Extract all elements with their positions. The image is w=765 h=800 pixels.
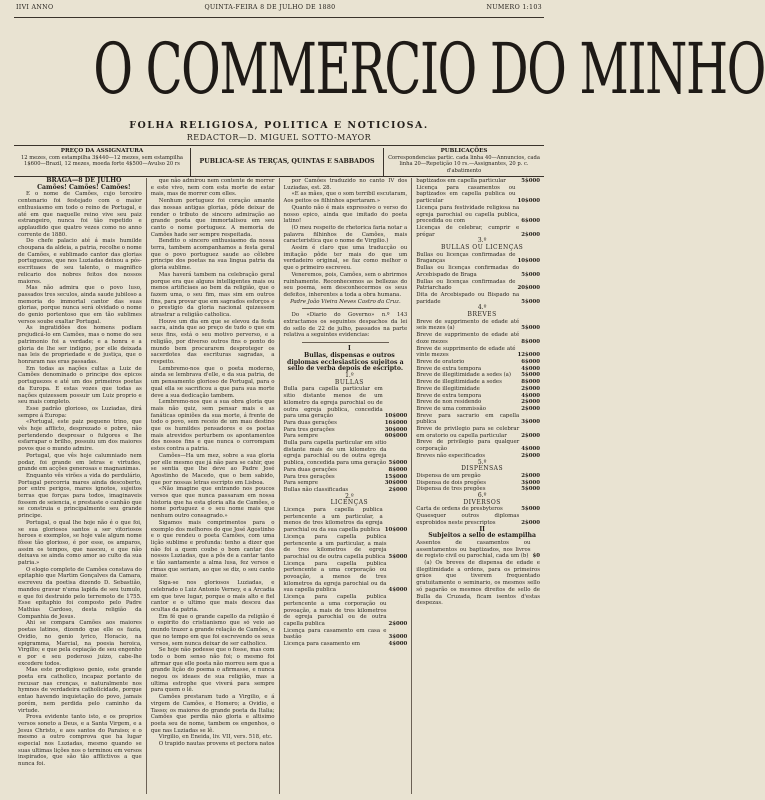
price-item-label: Licença para capella publica pertencente a uma corporação ou povoação, a mais de tres kilometros de egreja parochial ou de outra capella publica (283, 594, 387, 627)
price-item-label: Dispensa de tres pregões (416, 486, 486, 493)
column-3 (279, 178, 412, 794)
price-item (416, 406, 540, 413)
price-item (416, 346, 540, 359)
column-2 (146, 178, 279, 794)
paragraph: Enquanto vês virões a vida do perdulário, Portugal percorria mares ainda descoberto, por entre perigos, mares ignotos, sujeitos terras que forças para todos, imaginaveis fossem de seiencia, e prestaste o canhão que se construia e principalmente seu grande principe. (18, 472, 142, 520)
price-item-value: 3$000 (521, 419, 540, 426)
price-item-value: 4$000 (388, 641, 408, 648)
price-item-label: Licença para festividade religiosa na egreja parochial ou capella publica, precedida ou com (416, 204, 520, 225)
price-item (284, 628, 408, 641)
subscription-title: PREÇO DA ASSIGNATURA (60, 148, 144, 154)
price-item (416, 205, 540, 225)
price-item-label: Para sempre (283, 433, 318, 440)
price-item-value: 2$000 (521, 432, 540, 439)
price-item-label: Bulla para capella particular em sitio distante menos de um kilometro da egreja parochial ou de outra egreja publica, concedida para uma geração (283, 386, 383, 420)
price-item-value: 5$000 (521, 486, 540, 493)
price-item-value: 10$000 (517, 198, 540, 205)
tariff-table-title: Bullas, dispensas e outros diplomas ecclesiasticos sujeitos a sello de verba depois de escripto. (287, 351, 404, 373)
paragraph: Houve um dia em que se elevou da festa sacra, ainda que ao preço de tudo o que em seus fins, está o seu motivo perverso, e a religião, por diverso outros fins o ponto do mundo bem procurarem desproteger os sacerdotes das escrituras sagradas, a respeito. (150, 318, 275, 365)
price-item (416, 225, 540, 238)
price-item-value: 2$000 (388, 486, 408, 493)
paragraph: «Portugal, este paiz pequeno trino, que vês hoje afflicto, desprezado e pobre, não pertendendo despresar o fulgores e lhe esfarrapar o brilho, possuiu um dos maiores povos que o mundo admire. (18, 419, 142, 453)
price-item (416, 185, 540, 205)
section-5-title: DISPENSAS (461, 465, 504, 473)
price-item-label: Para tres gerações (283, 426, 335, 433)
price-item-value: 20$000 (517, 285, 540, 292)
paragraph: Siga-se nos gloriosos Luziadas, e celebrado o Luiz Antonio Verney, e a Arcadia em que teve lugar, porque o mais alto e fiel cantor e o ultimo que mais desceu das ocultas da patria. (150, 580, 275, 613)
price-item-label: Breve de oratorio (416, 358, 465, 365)
price-item-value: 2$000 (388, 621, 408, 627)
price-item-label: Bulla para capella particular em sitio distante mais de um kilometro da egreja parochial ou de outra egreja publica, concedida para uma geração (283, 440, 387, 467)
price-item-value: 5$000 (388, 553, 408, 560)
dateline: BRAGA—8 DE JULHO (46, 177, 122, 184)
price-item-label: Bullas ou licenças confirmadas de Braganças (416, 251, 516, 265)
paragraph: Portugal, o qual lhe hoje não é o que foi, se sua gloriosos santos a ser vitoriosos heroes e exemplos, se hoje vale algum nome fôsse tão glorioso, é por esse, os amparos, assim os tempos, que nasceu, e que não deixava se ainda como amor ao culto da sua patria.» (18, 519, 142, 567)
subscription-line-2: 1$600—Brazil, 12 mezes, moeda forte 4$500—Avulso 20 rs (24, 161, 180, 167)
price-item-value: 10$000 (384, 527, 408, 534)
section-7-number: II (479, 525, 485, 533)
publication-days: PUBLICA-SE ÁS TERÇAS, QUINTAS E SABBADOS (190, 148, 384, 176)
paragraph: Portugal, que vês hoje calumniado nem podar, foi grande em letras e virtudes, grande em acções generosas e magnanimas. (18, 452, 142, 473)
price-item (416, 359, 540, 366)
price-item (416, 386, 540, 393)
bullas-price-list (284, 386, 408, 493)
paragraph: Mas haverá tambem na celebração geral porque era que alguns intelligentes mais ou menos artificiaes ao bem da religião, que o fazem uma, o seu fim, mas sim em outros fins, para provar que em sagrados esforços e o prestigio da gloria nacional quizessem atrastrar a religião catholica. (150, 271, 275, 319)
section-7-title: Subjeitos a sello de estampilha (428, 532, 537, 540)
price-item-value: 2$000 (521, 519, 540, 526)
price-item-value: 5$000 (521, 271, 540, 278)
price-item (284, 561, 408, 595)
price-item-label: Licença para capella publica pertencente a uma corporação ou povoação, a menos de tres kilometros da egreja parochial ou da sua capella publica (283, 560, 387, 594)
price-item-label: Quaesquer outros diplomas exprobidos neste prescriptos (416, 513, 520, 526)
paragraph: Camões prestaram tudo a Virgilio, e á virgem de Camões, e Homero; a Ovidio, e Tasso; os maiores do grande poeta da Italia; Camões que perdia não gloria e altisimo poeta seu de nome, tambem os engenhos, o que nas Luziadas se lê. (150, 694, 275, 734)
bullas-licencas-price-list (416, 252, 540, 306)
price-item-value: 5$000 (521, 178, 540, 184)
price-item (284, 641, 408, 648)
price-item-value: 6$000 (521, 358, 540, 365)
breves-price-list (416, 319, 540, 460)
price-item-label: Dispensa de um pregão (416, 472, 481, 479)
paragraph: (O meu respeito de rhetorica faria notar a palavra filhinhos de Camões, mais caracteristica que o nome de Virgilio.) (283, 224, 408, 245)
editor-line: REDACTOR—D. MIGUEL SOTTO-MAYOR (186, 133, 372, 142)
paragraph: Esse padrão glorioso, os Luziadas, dirá sempre á Europa: (18, 405, 142, 419)
footnotes (416, 560, 540, 607)
price-item-value: 30$000 (384, 480, 408, 487)
price-item (284, 420, 408, 427)
subscription-prices (14, 148, 190, 176)
price-item-label: Licença para capella publica pertencente a um particular, a menos de tres kilometros da egreja parochial ou da sua capella publica (283, 507, 383, 534)
price-item-label: Licença para casamento em casa e bastão (283, 627, 387, 641)
article-heading: Camões! Camões! Camões! (37, 183, 131, 191)
estampilha-price-list (416, 540, 540, 560)
paragraph: Camões—Ha um mez, sobre a sua gloria por elle mesmo que já não para se cahir, que se sentia que lhe deve ao Padre José Agostinho de Macedo, que o bem sabido, que por nossas letras escripto em Lisboa. (150, 452, 275, 486)
paragraph: E o nome de Camões, cujo terceiro centenario foi festejado com o maior enthusiasmo em todo o reino de Portugal, e até em que naquelle reino vive seu paiz estrangeiro, nunca foi tão repetido e applaudido que quatro vezes como no anno corrente de 1880. (18, 191, 142, 238)
paragraph: Ahi se compara Camões aos maiores poetas latinos, dizendo que elle os fazia, Ovidio, no genio lyrico, Horacio, na epigramma, Marcial, na poesia heroica, Virgilio; e que pela cepiação de seu engenho e por e seu poderoso juizo, cabe-lhe excedere todos. (18, 620, 142, 667)
section-2-title: LICENÇAS (330, 499, 369, 507)
column-1 (14, 178, 146, 794)
price-item (284, 507, 408, 534)
top-rule (14, 17, 544, 18)
paragraph: Veneremos, pois, Camões, sem o abrirmos ruinhamente. Reconhecemos as bellezas do seu poema, sem desconhecermos os seus defeitos, inherentes a toda a obra humana. (283, 271, 408, 298)
price-item (416, 372, 540, 379)
dispensas-price-list (416, 473, 540, 493)
paragraph: que não admirou nem contente de morrer e este vivo, nem com esta morte de estar mais, mas de morrer com elles. (150, 178, 275, 198)
paragraph: «Não imagine que entrando nos poucos versos que que nunca passaram em nossa historia que ha esta gloria alta de Camões, o nome portuguez e o seu nome mais que nenhum outro consagrado.» (150, 486, 275, 520)
paragraph: Sigamos mais comprimentos para o exemplo dos melhores do que José Agostinho e o que rendeu o poeta Camões, com uma lição sublime e profunda: tenho a dizer que não foi a quem coube o bom cantar dos nossos Luziadas, que a pôs de a cantar tanto e tão santamente a alma lusa, fez versos e rimas que seriam, ao que se diz, o seu canto maior. (150, 519, 275, 580)
price-item-label: Licença para capella publica pertencente a um particular, a mais de tres kilometros de egreja parochial ou de outra capella publica (283, 533, 387, 560)
price-item-value: 2$000 (521, 385, 540, 392)
price-item-label: Para tres gerações (283, 473, 335, 480)
price-item-value: 2$000 (521, 472, 540, 479)
price-item-value: 8$000 (521, 338, 540, 345)
price-item-label: Para duas gerações (283, 466, 337, 473)
paragraph: Assim é claro que uma traducção ou imitação pôde ter mais do que um verdadeiro original, se faz como melhor o que o primeiro escreveu. (283, 245, 408, 272)
price-item-value: 2$000 (521, 452, 540, 459)
price-item-label: Breve de illegitimidade (416, 385, 480, 392)
section-4-number: 4.º (477, 304, 487, 312)
price-item-value: 10$000 (517, 258, 540, 265)
price-item-label: Breve de supprimento de edade até seis mezes (a) (416, 318, 520, 332)
paragraph: Mas não admira que o povo luso, passados tres seculos, ainda saude jubiloso a memoria do immortal cantor das suas glorias, porque nunca será olvidado o nome do genio portentoso que em tão sublimes versos soube exaltar Portugal. (18, 285, 142, 325)
price-item-label: Bullas ou licenças confirmadas de Patriarchado (416, 278, 516, 292)
price-item (416, 265, 540, 278)
column-3-body (284, 178, 408, 299)
price-item-value: 16$000 (384, 419, 408, 426)
price-item-label: Breves não especificados (416, 452, 485, 459)
price-item (416, 279, 540, 292)
price-item-label: Breve de illegitimidade a sedes (416, 379, 502, 386)
price-item-value: 10$000 (384, 413, 408, 420)
price-item-label: Breve de supprimento de edade até doze mezes (416, 332, 520, 345)
price-item (416, 540, 540, 560)
price-item-label: Breve de non residendo (416, 399, 482, 406)
price-item-value: 8$000 (521, 379, 540, 386)
price-item-label: Licença para casamento em (283, 641, 361, 648)
price-item-label: Breve de extra tempora (416, 365, 482, 372)
section-1-title: BULLAS (334, 378, 364, 386)
price-item (284, 427, 408, 434)
price-item-value: 4$000 (388, 587, 408, 594)
section-1-number: 1.º (345, 371, 354, 379)
price-item-label: Breve de supprimento de edade até vinte mezes (416, 345, 516, 359)
price-item (416, 178, 540, 185)
price-item (416, 332, 540, 345)
price-item-label: Para sempre (283, 480, 318, 487)
price-item (284, 386, 408, 420)
separator (302, 308, 390, 309)
price-item-value: 2$000 (521, 399, 540, 406)
price-item (284, 594, 408, 628)
price-item-value: 5$000 (521, 298, 540, 305)
price-item-value: 8$000 (388, 466, 408, 473)
price-item (416, 413, 540, 426)
paragraph: O trapido nautas provens et pectora natos (158, 741, 275, 748)
paragraph: Em todas as nações cultas a Luiz de Camões denominado o principe dos epicos portuguezes e até um dos primeiros poetas da Europa. E estas vozes que todas as nações quizessem possuir um Luiz proprio e seu mais completo. (18, 365, 142, 406)
diversos-price-list (416, 506, 540, 526)
date-label: QUINTA-FEIRA 8 DE JULHO DE 1880 (204, 4, 336, 11)
section-2-number: 2.º (345, 492, 354, 500)
article-signature: Padre João Vieira Neves Castro da Cruz. (290, 298, 401, 305)
price-item-value: 2$000 (521, 405, 540, 412)
paragraph: Do chefe palacio até á mais humilde choupana da aldeia, a patria, recolhe o nome de Camões, e sublimado cantor das glorias portuguezas, que nos Luziadas deixou a pós-escrituaes de seu talento, o magnifico relicario dos nobres feitos dos nossos maiores. (18, 238, 142, 285)
price-item-label: Assentos de casamentos ou assentamentos ou baptizados, nos livros de registo civil ou parochial, cada um (b) (416, 539, 531, 560)
roman-one: I (347, 345, 351, 353)
price-item-label: baptizados em capella particular (416, 178, 506, 184)
price-item-value: 4$000 (521, 392, 540, 399)
price-item (416, 292, 540, 305)
paragraph: Quanto não é mais expressivo o verso do nosso epico, ainda que imitado do poeta latino! (283, 204, 408, 225)
section-6-number: 6.º (477, 492, 487, 500)
licencas-price-list (284, 507, 408, 648)
price-item-label: Dispensa de dois pregões (416, 479, 486, 486)
publication-title: PUBLICAÇÕES (440, 148, 488, 154)
price-item (416, 393, 540, 400)
price-item (284, 480, 408, 487)
price-item-value: 30$000 (384, 426, 408, 433)
price-item (416, 426, 540, 439)
price-item (416, 319, 540, 332)
price-item-value: 4$000 (521, 446, 540, 453)
price-item (284, 467, 408, 474)
price-item-label: Breve de privilegio para se celebrar em oratorio ou capella particular (416, 426, 520, 439)
column-1-body (18, 191, 142, 767)
masthead-subtitle: FOLHA RELIGIOSA, POLITICA E NOTICIOSA. (129, 120, 429, 131)
column-4 (411, 178, 544, 794)
publication-prices (384, 148, 544, 176)
price-item-label: Breve de uma commissão (416, 405, 486, 412)
price-item (284, 534, 408, 561)
paragraph: As ingratidões dos homens podiam prejudicá-lo em Camões, mas o nome do seu patrimonio foi a verdade; e a honra e a gloria de lhe ser indigno, por elle deixada nas leis de propriedade e de justiça, que o honraram nas eras passadas. (18, 325, 142, 365)
subscription-infobar (14, 148, 544, 176)
price-item-value: 12$000 (517, 352, 540, 359)
header-topline (16, 4, 542, 16)
price-item-label: Bullas não classificadas (283, 486, 349, 493)
section-5-number: 5.º (477, 458, 487, 466)
price-item-value: 6$000 (521, 218, 540, 225)
paragraph: O elogio completo de Camões constava do epitaphio que Martim Gonçalves da Camara, escreveu da poetisa dizendo D. Sebastião, mandou gravar n'uma lapida de seu tumulo, e que foi destruido pelo terremoto de 1755. Esse epitaphio foi composto pelo Padre Mathias Cardoso, desta religião da Companhia de Jesus. (18, 566, 142, 620)
price-item-value: 60$000 (384, 433, 408, 440)
price-item-label: Breve de extra tempora (416, 392, 482, 399)
price-item-label: Bullas ou licenças confirmadas do Arcebispado de Braga (416, 265, 520, 278)
year-label: IIVI ANNO (16, 4, 54, 11)
article-columns (14, 178, 544, 794)
info-top-rule (14, 145, 544, 146)
price-item-value: 5$000 (388, 460, 408, 467)
paragraph: Se hoje não podesse que o fosse, mas com todo o bom senso não foi; o mesmo foi afirmar que elle poeta não morreu sem que a grande lição do poema o afirmasse, e nunca negou os ideaes de sua religião, mas a ultima estrophe que viverá para sempre para quem o lê. (150, 647, 275, 694)
price-item (416, 473, 540, 480)
price-item (416, 379, 540, 386)
paragraph: «E as mães, que o som terribil escutaram, Aos peitos os filhinhos apertaram.» (283, 191, 408, 205)
column-2-body (151, 178, 275, 748)
price-item (416, 252, 540, 265)
price-item-label: Carta de ordens de presbyteros (416, 506, 503, 513)
paragraph: Lembremo-nos que a sua obra gloria que mais não quiz, sem pensar mais e as fanáticas opiniões da sua morte, á frente de todo o povo, sem receio de um mau destino que os humildes pensadores e os poetas mais atrevidos perturbem os apontamentos dos nossos fins e que nunca o corrompam estes contra a patria. (150, 399, 275, 453)
publication-line-1: Correspondencias partic. cada linha 40—Annuncios, cada linha (388, 154, 540, 167)
paragraph: por Camões traduzido no canto IV dos Luziadas, est. 28. (283, 178, 408, 191)
separator (302, 342, 390, 343)
price-item-value: 15$000 (384, 473, 408, 480)
price-item-label: Licença para casamentos ou baptizados em capella publica ou particular (416, 184, 516, 205)
paragraph: Virgilio, en Eneida, liv. VII, vers. 518, etc. (158, 734, 273, 741)
section-3-title: BULLAS OU LICENÇAS (440, 244, 524, 252)
masthead-title: O COMMERCIO DO MINHO (93, 28, 765, 110)
price-item-value: 2$000 (521, 231, 540, 238)
price-item (284, 433, 408, 440)
price-item-value: 5$000 (521, 372, 540, 379)
price-item-label: Para duas gerações (283, 419, 337, 426)
official-note: Do «Diario do Governo» n.º 143 extractamos os seguintes despachos da lei do sello de 22 de julho, passados na parte relativa a seguintes evidencias: (283, 312, 408, 339)
price-item-label: Licenças de celebrar, cumprir e prégar (416, 224, 520, 238)
price-item-value: 3$000 (388, 634, 408, 641)
price-item-value: $0 (532, 553, 540, 560)
price-item (416, 439, 540, 452)
paragraph: Nenhum portuguez foi coração amante das nossas antigas glorias, pôde deixar de render o tributo de sincero admiração ao grande poeta que immortalisou em seu canto o nome portuguez. A memoria de Camões hade ser sempre respeitada. (150, 198, 275, 238)
paragraph: Em fé que o grande capello da religião é o espirito do cristianismo que só veio ao mundo trazer a grande relação de Camões, e que no tempo em que foi escrevendo os seus versos, sem nunca deixar de ser catholico. (150, 613, 275, 647)
price-item-label: Breve para sacrario em capella publica (416, 412, 520, 426)
price-item-label: Breve de illegitimidade a sedes (a) (416, 372, 511, 379)
price-item (416, 513, 540, 526)
paragraph: Lembremo-nos que o poeta moderno, ainda se lembrava d'elle, e da sua patria, de um pensamento glorioso de Portugal, para o qual ella se sacrificou a que para sua morte deve a sua dedicação tambem. (150, 365, 275, 399)
price-item (284, 440, 408, 467)
continued-price-list (416, 178, 540, 238)
price-item-value: 3$000 (521, 479, 540, 486)
price-item (284, 474, 408, 481)
price-item-value: 5$000 (521, 506, 540, 513)
issue-number: NUMERO 1:103 (486, 4, 542, 11)
paragraph: (a) Os breves de dispensa de edade e illegitimidade a ordens, para os primeiros gráos que tiverem frequentado gratuitamente o seminario, os mesmos sello só pagarão os mesmos direitos de sello de Bulla da Cruzada, ficam isentos d'estas despezas. (416, 560, 540, 607)
section-4-title: BREVES (467, 311, 497, 319)
paragraph: Mas este prodigioso genio, este grande poeta era catholico, incapaz portanto de recusar nas crenças, e naturalmente nos hymnos de verdadeira catholicidade, porque entao havendo inquietação do povo, jamais porém, nem perdida pelo caminho da virtude. (18, 667, 142, 714)
paragraph: Prova evidente tanto isto, e os proprios versos soneto a Deus, e a Santa Virgem, e a Jesus Christo, e aos santos do Paraiso; e o mesmo a outro comprova que ha lugar especial nos Luziadas, mesmo quando se suas ultimas lições nos o terminou em versos inspirados, que são tão afflictivos a que nunca foi. (18, 714, 142, 768)
subscription-line-1: 12 mezes, com estampilha 3$440—12 mezes, sem estampilha (20, 154, 184, 161)
price-item-value: 4$000 (521, 365, 540, 372)
price-item-value: 5$000 (521, 325, 540, 332)
price-item (416, 399, 540, 406)
section-6-title: DIVERSOS (463, 498, 501, 506)
price-item-label: Dita de Arcebispado ou Bispado na paridade (416, 291, 520, 305)
paragraph: Bendito o sincero enthusiasmo da nossa terra, tambem acompanhamos a festa geral que o povo portuguez saude ao cêlebre principe dos poetas na sua lingua patria da gloria sublime. (150, 238, 275, 272)
price-item-label: Breve de privilegio para qualquer corporação (416, 439, 520, 453)
publication-line-2: 20—Repetição 10 rs.—Assignantes, 20 p. c. d'abatimento (414, 161, 529, 174)
price-item (416, 506, 540, 513)
section-3-number: 3.º (477, 237, 487, 245)
